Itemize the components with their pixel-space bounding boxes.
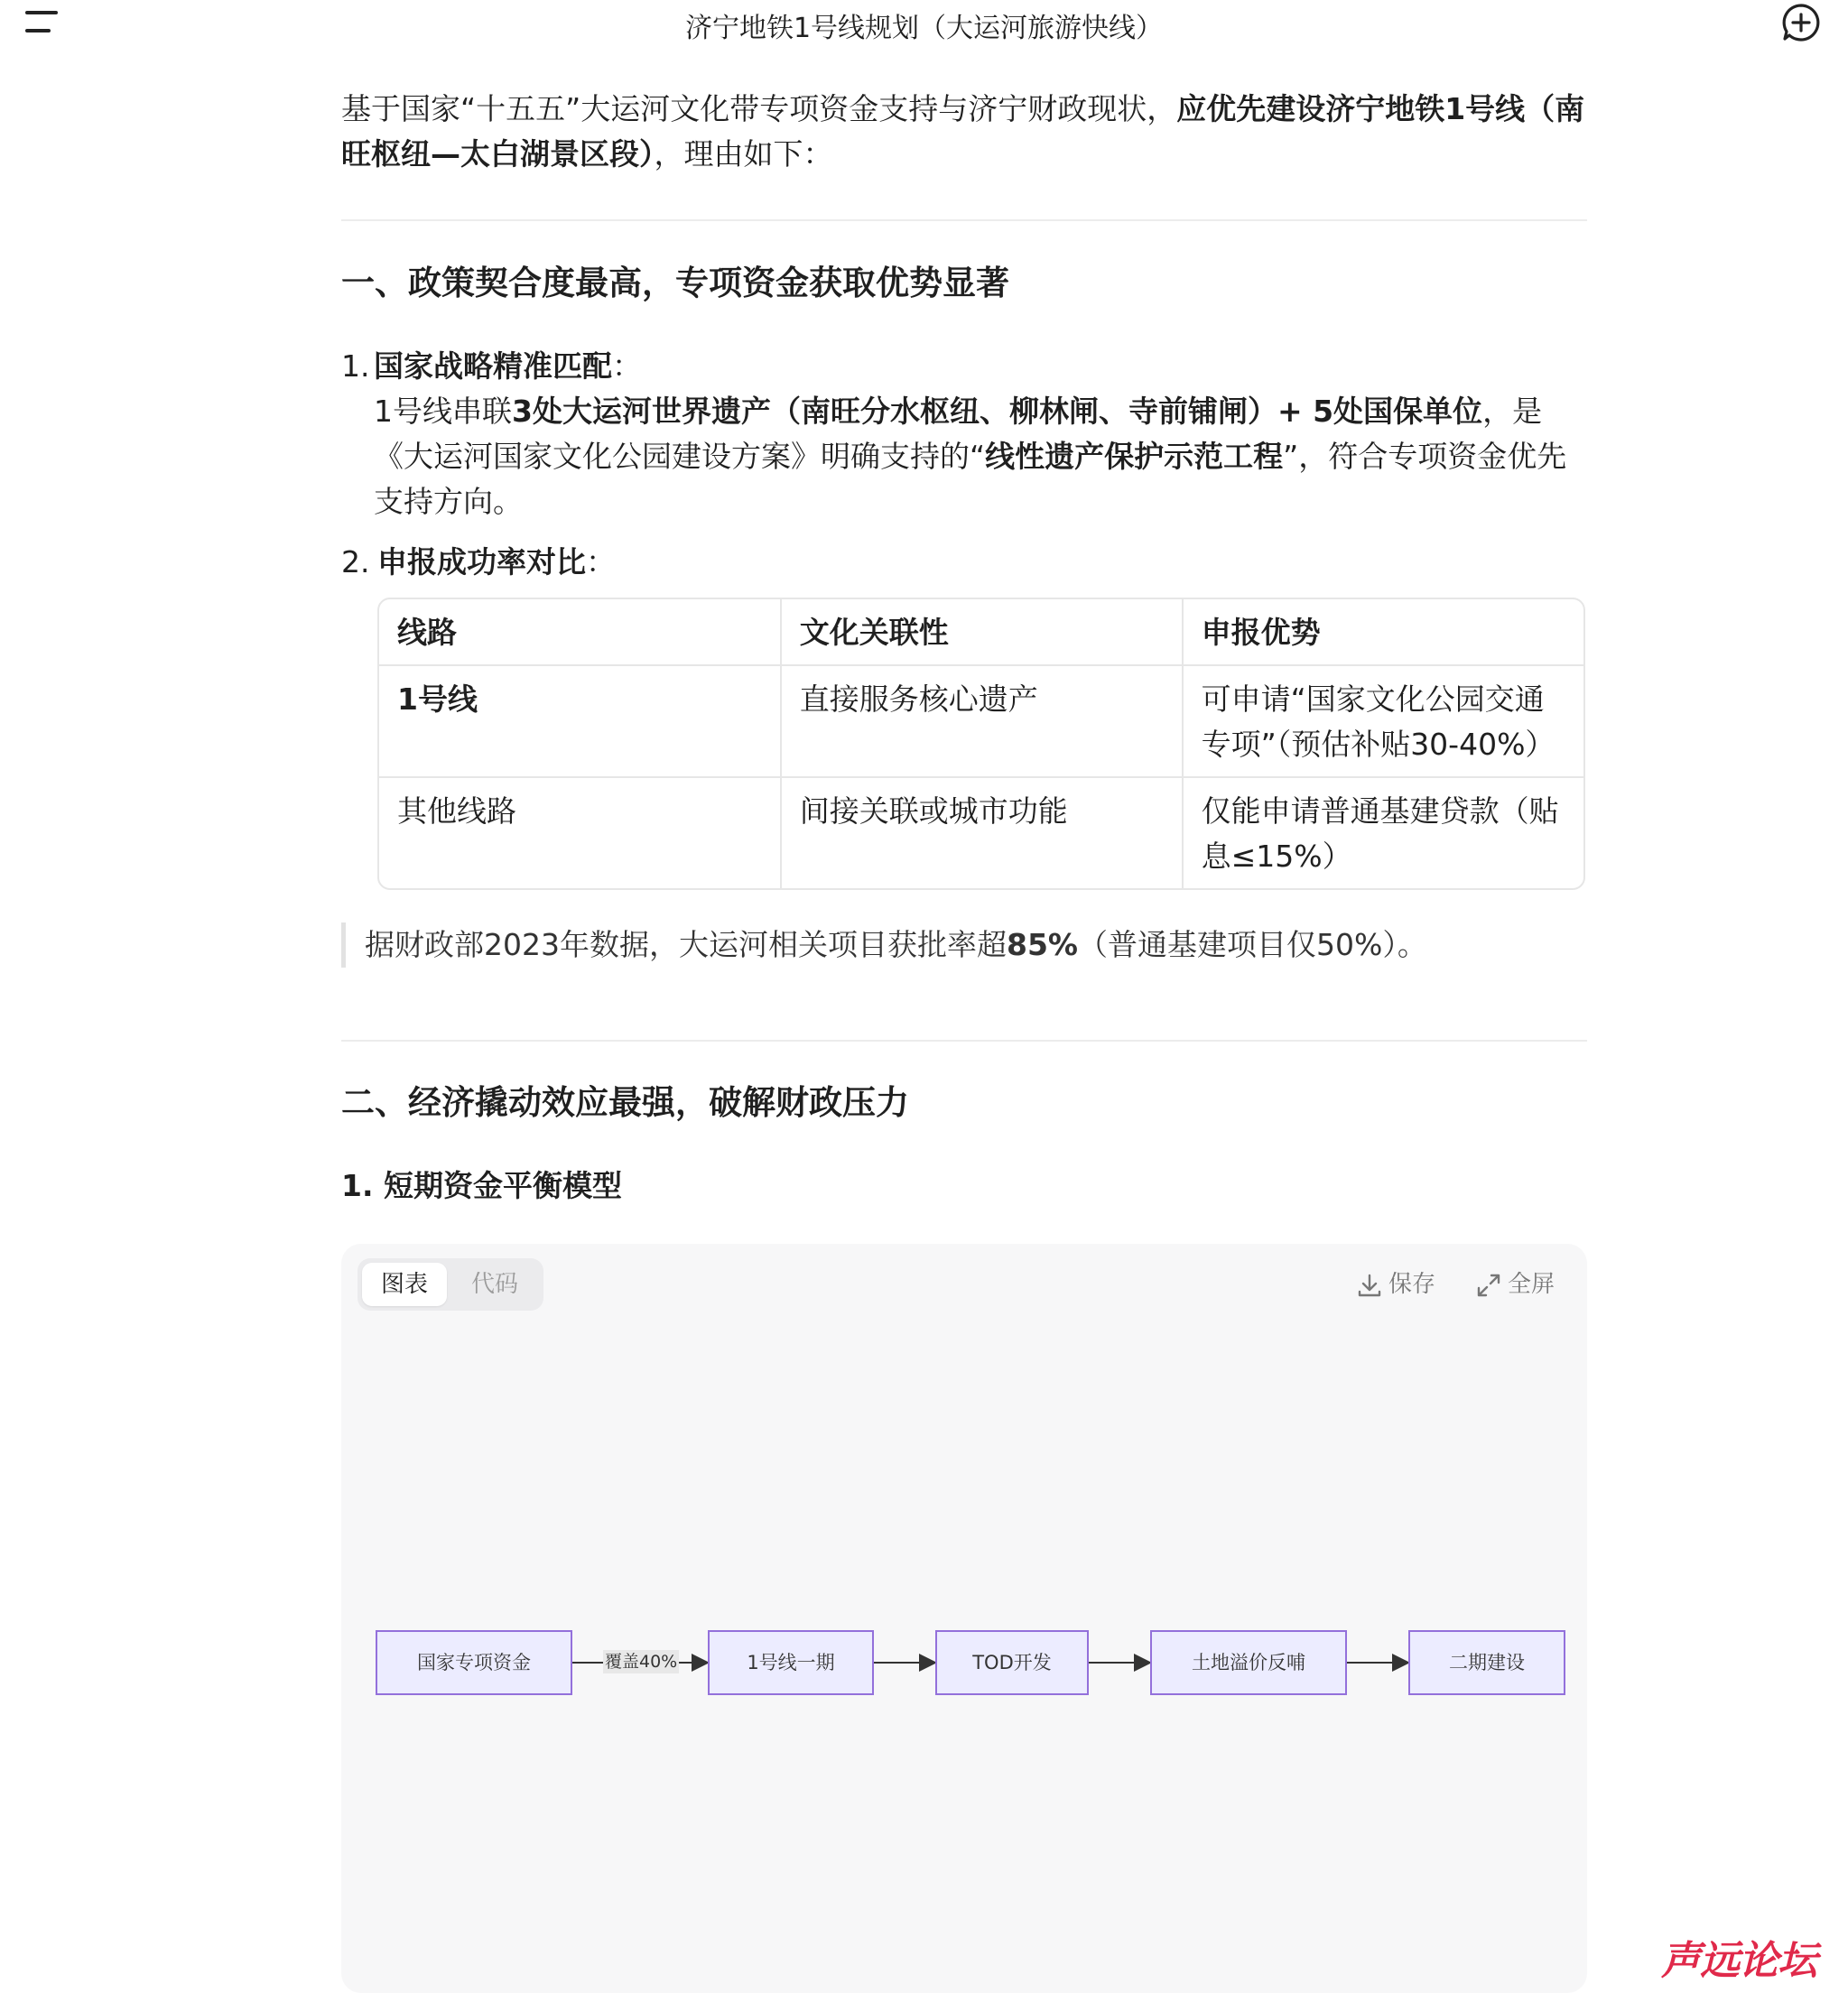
- flow-node-tod[interactable]: TOD开发: [935, 1630, 1089, 1695]
- blockquote: [341, 922, 1587, 968]
- quote-bar: [341, 922, 346, 968]
- tab-code[interactable]: 代码: [470, 1271, 518, 1298]
- table-cell: 间接关联或城市功能: [782, 778, 1184, 888]
- table-cell: 其他线路: [379, 778, 782, 888]
- flow-node-funding[interactable]: 国家专项资金: [376, 1630, 572, 1695]
- table-row: [379, 666, 1583, 778]
- page-title: 济宁地铁1号线规划（大运河旅游快线）: [684, 13, 1164, 44]
- table-cell: 1号线: [379, 666, 782, 778]
- table-header-row: [379, 599, 1583, 666]
- table-cell: 仅能申请普通基建贷款（贴息≤15%）: [1201, 793, 1559, 874]
- divider: [341, 1040, 1587, 1042]
- table-cell: 可申请“国家文化公园交通专项”（预估补贴30-40%）: [1184, 666, 1583, 778]
- new-chat-icon[interactable]: [1780, 2, 1822, 43]
- diagram-panel: [341, 1244, 1587, 1993]
- flow-node-phase2[interactable]: 二期建设: [1408, 1630, 1565, 1695]
- comparison-table: [377, 598, 1585, 890]
- table-cell: 直接服务核心遗产: [782, 666, 1184, 778]
- list-item-success-rate: 申报成功率对比：: [377, 544, 616, 579]
- save-button[interactable]: 保存: [1356, 1269, 1435, 1300]
- section-1-heading: 一、政策契合度最高，专项资金获取优势显著: [341, 264, 1009, 302]
- tab-chart[interactable]: 图表: [362, 1263, 447, 1306]
- divider: [341, 219, 1587, 221]
- edge-label: 覆盖40%: [605, 1652, 678, 1672]
- table-header: 申报优势: [1184, 599, 1583, 666]
- fullscreen-button[interactable]: 全屏: [1475, 1269, 1555, 1300]
- flow-node-line1-phase1[interactable]: 1号线一期: [708, 1630, 874, 1695]
- top-bar: [0, 0, 1848, 54]
- flow-connectors: [341, 1244, 1587, 1993]
- table-header: 文化关联性: [782, 599, 1184, 666]
- list-number: 2.: [341, 544, 370, 579]
- quote-text: 据财政部2023年数据，大运河相关项目获批率超85%（普通基建项目仅50%）。: [365, 927, 1427, 962]
- flow-node-land-premium[interactable]: 土地溢价反哺: [1150, 1630, 1347, 1695]
- table-row: [379, 778, 1583, 888]
- list-item-strategy: 国家战略精准匹配： 1号线串联3处大运河世界遗产（南旺分水枢纽、柳林闸、寺前铺闸）+ 5处国保单位，是《大运河国家文化公园建设方案》明确支持的“线性遗产保护示范工程”，符合专项资金优先支持方向。: [374, 348, 1567, 519]
- intro-paragraph: 基于国家“十五五”大运河文化带专项资金支持与济宁财政现状，应优先建设济宁地铁1号线（南旺枢纽—太白湖景区段），理由如下：: [341, 91, 1585, 171]
- table-header: 线路: [379, 599, 782, 666]
- subsection-heading: 1. 短期资金平衡模型: [341, 1168, 622, 1203]
- list-number: 1.: [341, 348, 370, 384]
- section-2-heading: 二、经济撬动效应最强，破解财政压力: [341, 1083, 909, 1122]
- watermark-logo: 声远论坛: [1661, 1938, 1816, 1984]
